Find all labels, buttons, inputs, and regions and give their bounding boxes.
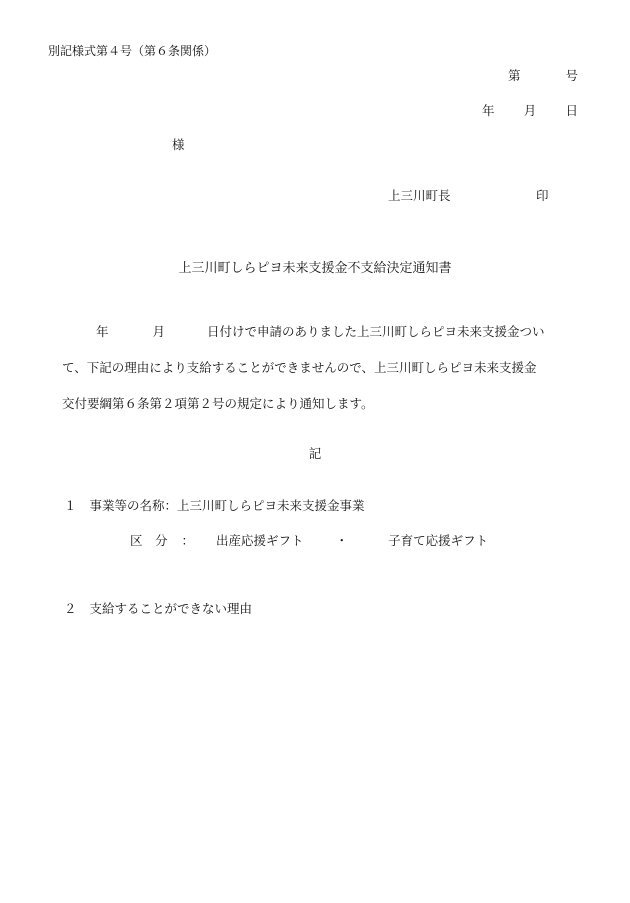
item-2-number: ２ xyxy=(64,601,77,616)
category-colon: ： xyxy=(181,533,195,548)
ki-heading: 記 xyxy=(308,446,322,461)
form-reference: 別記様式第４号（第６条関係） xyxy=(48,44,217,58)
body-line-2: て、下記の理由により支給することができませんので、上三川町しらピヨ未来支援金 xyxy=(62,360,537,375)
body-month: 月 xyxy=(152,324,166,339)
date-day: 日 xyxy=(565,103,578,118)
category-option-birth: 出産応援ギフト xyxy=(216,533,304,548)
item-2-label: 支給することができない理由 xyxy=(89,601,253,616)
body-line-1 xyxy=(96,326,545,339)
body-year: 年 xyxy=(96,324,109,339)
document-number xyxy=(508,70,578,83)
category-separator: ・ xyxy=(335,533,349,548)
category-label: 区 分 xyxy=(130,533,168,548)
item-1-category xyxy=(130,535,488,548)
issue-date xyxy=(482,105,578,118)
date-month: 月 xyxy=(523,103,537,118)
addressee-suffix: 様 xyxy=(172,137,185,152)
document-title: 上三川町しらピヨ未来支援金不支給決定通知書 xyxy=(178,261,452,276)
item-1-number: １ xyxy=(64,498,77,513)
body-line-1-rest: 日付けで申請のありました上三川町しらピヨ未来支援金つい xyxy=(207,324,545,339)
item-1 xyxy=(64,500,365,513)
item-2 xyxy=(64,603,252,616)
item-1-label: 事業等の名称：上三川町しらピヨ未来支援金事業 xyxy=(89,498,365,513)
seal-mark: 印 xyxy=(536,188,549,203)
category-option-childcare: 子育て応援ギフト xyxy=(388,533,489,548)
number-suffix: 号 xyxy=(565,68,578,83)
number-prefix: 第 xyxy=(508,68,521,83)
date-year: 年 xyxy=(482,103,495,118)
body-line-3: 交付要綱第６条第２項第２号の規定により通知します。 xyxy=(62,396,374,411)
issuer-name: 上三川町長 xyxy=(388,188,451,203)
